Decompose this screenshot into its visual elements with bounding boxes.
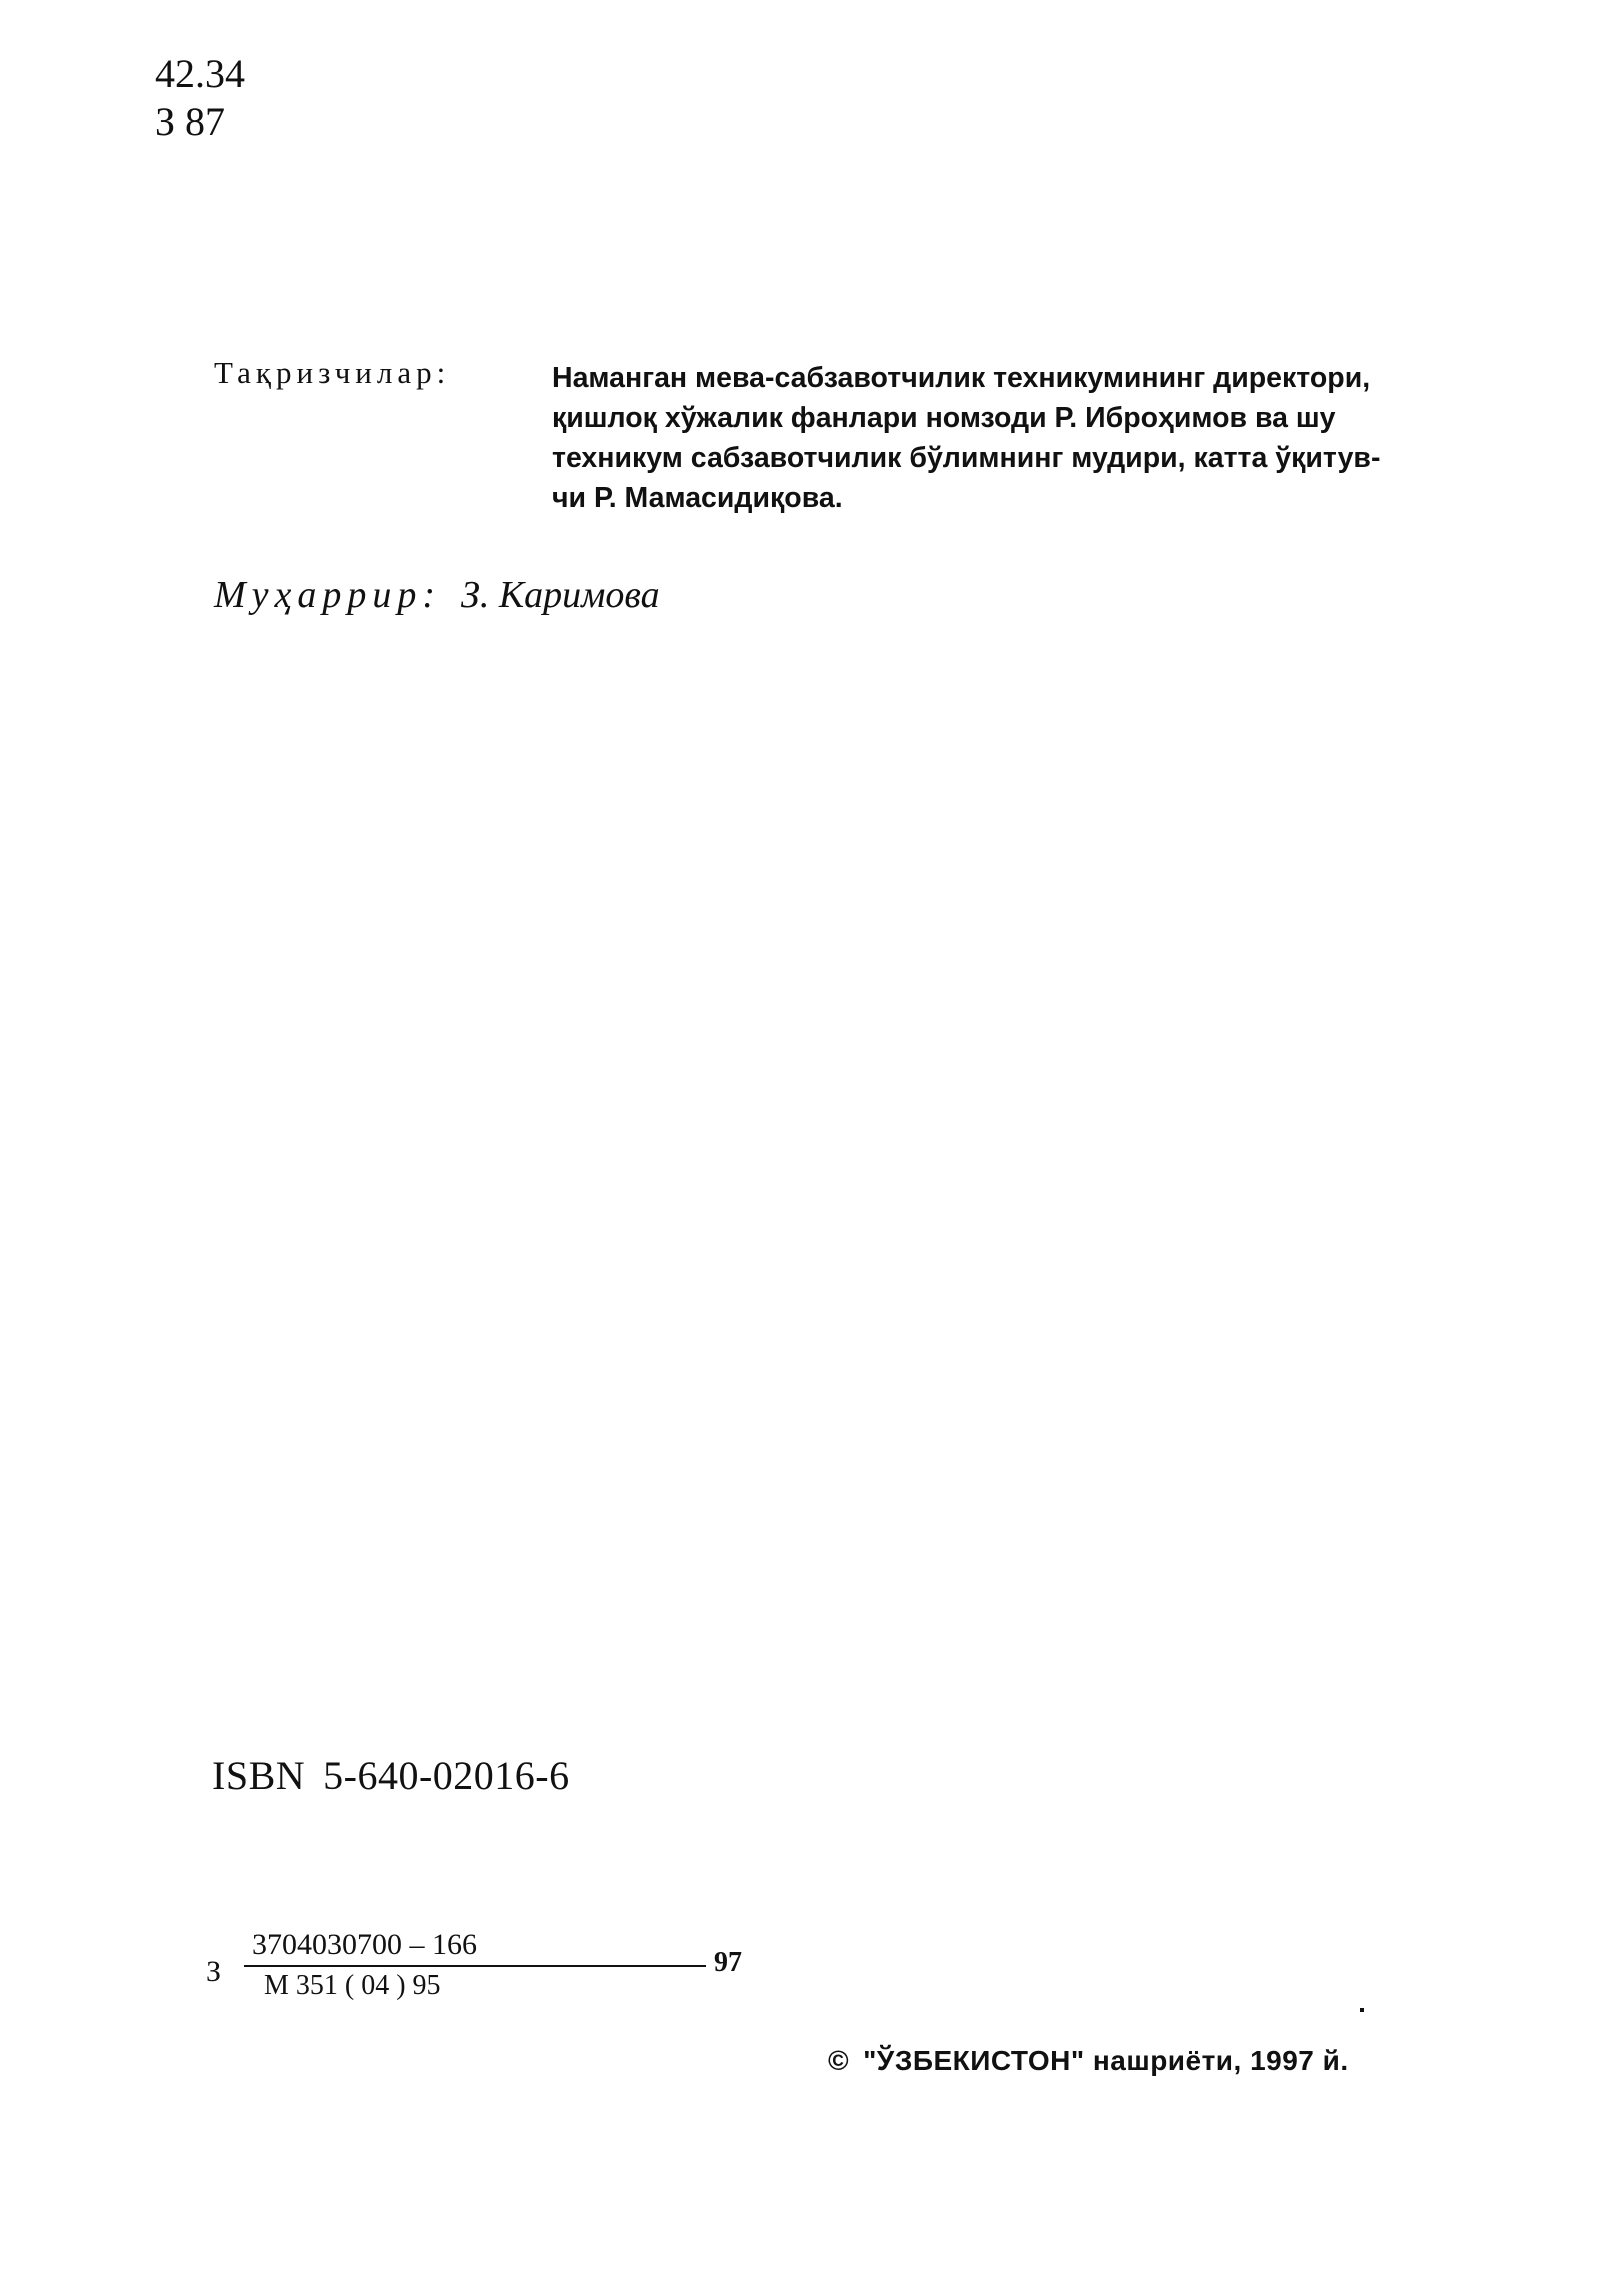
catalog-code-denominator: М 351 ( 04 ) 95 <box>264 1970 441 2001</box>
catalog-code-suffix: 97 <box>714 1947 742 1978</box>
copyright-symbol: © <box>828 2045 850 2076</box>
isbn-number: 5-640-02016-6 <box>323 1753 570 1798</box>
reviewers-line: қишлоқ хўжалик фанлари номзоди Р. Иброҳимов ва шу <box>552 402 1336 434</box>
reviewers-text <box>552 358 1457 518</box>
classification-code <box>155 50 245 146</box>
reviewers-line: чи Р. Мамасидиқова. <box>552 482 843 514</box>
reviewers-line: техникум сабзавотчилик бўлимнинг мудири, катта ўқитув- <box>552 442 1381 474</box>
catalog-code-fraction <box>244 1925 706 2005</box>
classification-line-1: 42.34 <box>155 51 245 96</box>
catalog-code-numerator: 3704030700 – 166 <box>252 1928 477 1961</box>
editor-label: Муҳаррир: <box>214 574 442 616</box>
editor-name: З. Каримова <box>461 574 660 616</box>
editor-credit <box>214 573 660 617</box>
catalog-code-prefix: З <box>206 1955 222 1988</box>
reviewers-label: Тақризчилар: <box>214 355 451 390</box>
isbn <box>212 1752 570 1799</box>
print-speck <box>1360 2008 1364 2012</box>
isbn-label: ISBN <box>212 1753 306 1798</box>
copyright-notice <box>828 2045 1349 2077</box>
copyright-text: "ЎЗБЕКИСТОН" нашриёти, 1997 й. <box>863 2045 1349 2076</box>
classification-line-2: З 87 <box>155 99 226 144</box>
reviewers-line: Наманган мева-сабзавотчилик техникумининг директори, <box>552 362 1371 394</box>
